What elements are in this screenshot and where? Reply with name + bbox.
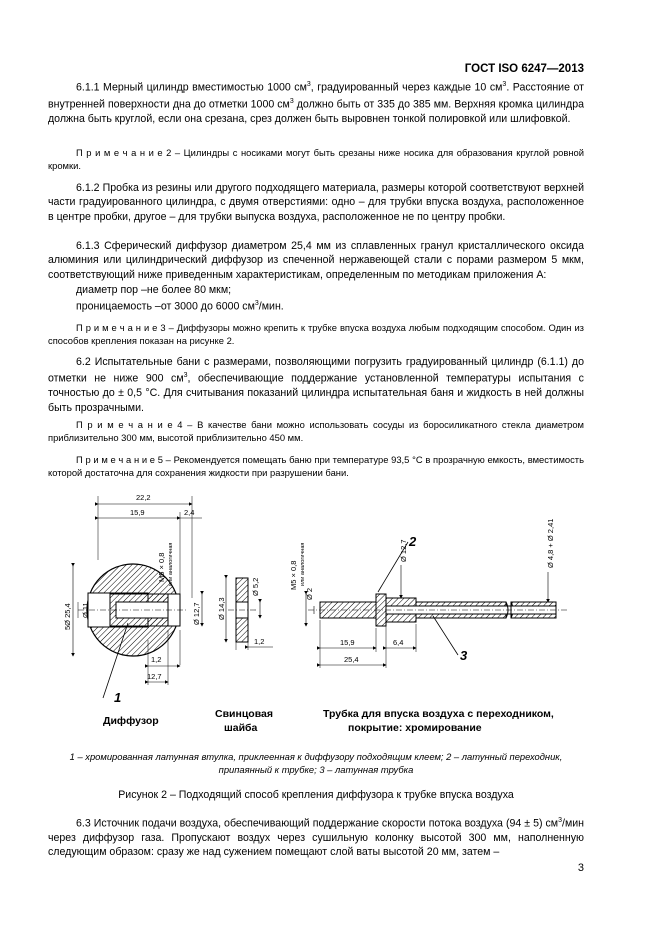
note-2: П р и м е ч а н и е 2 – Цилиндры с носиками могут быть срезаны ниже носика для образования круглой ровной кромки. bbox=[48, 147, 584, 171]
callout-1: 1 bbox=[114, 690, 122, 705]
dim-tube-6-4: 6,4 bbox=[393, 638, 404, 647]
dim-tube-25-4: 25,4 bbox=[344, 655, 359, 664]
dim-d14-3: Ø 14,3 bbox=[217, 597, 226, 620]
dim-12-7: 12,7 bbox=[147, 672, 162, 681]
dim-m5-tube: M5 × 0,8 bbox=[289, 560, 298, 590]
dim-tube-15-9: 15,9 bbox=[340, 638, 355, 647]
label-tube-2: покрытие: хромирование bbox=[348, 722, 482, 734]
paragraph-6-2: 6.2 Испытательные бани с размерами, позволяющими погрузить градуированный цилиндр (6.1.1) до отметки не ниже 900 $см^3$, обеспечивающие поддержание установленной температуры испытания с точностью до ± 0,5 °С. Для считывания показаний цилиндра испытательная баня и жидкость в ней должны быть прозрачными. bbox=[48, 356, 584, 414]
dim-22-2: 22,2 bbox=[136, 493, 151, 502]
washer-drawing bbox=[215, 578, 273, 734]
figure-2-drawing bbox=[48, 490, 588, 760]
label-washer-2: шайба bbox=[224, 722, 258, 734]
dim-tube-d12-7: Ø 12,7 bbox=[399, 539, 408, 562]
pore-diameter: диаметр пор –не более 80 мкм; bbox=[76, 284, 232, 296]
dim-d4-8: Ø 4,8 + Ø 2,41 bbox=[546, 518, 555, 568]
dim-2-4: 2,4 bbox=[184, 508, 195, 517]
paragraph-6-3: 6.3 Источник подачи воздуха, обеспечивающий поддержание скорости потока воздуха (94 ± 5) $см^3$/мин через диффузор газа. Пропускают воздух через сушильную колонку высотой 300 мм, наполненную следующим образом: сразу же над сужением помещают слой ваты высотой 20 мм, затем – bbox=[48, 817, 584, 859]
tube-drawing bbox=[289, 519, 568, 734]
dim-m5-tube-alt: или аналогичная bbox=[300, 542, 306, 586]
callout-2: 2 bbox=[409, 534, 417, 549]
diffuser-drawing bbox=[63, 493, 202, 727]
paragraph-6-1-1: 6.1.1 Мерный цилиндр вместимостью 1000 $см^3$, градуированный через каждые 10 $см^3$. Расстояние от внутренней поверхности дна до отметки 1000 $см^3$ должно быть от 335 до 385 мм. Верхняя кромка цилиндра должна быть круглой, если она срезана, срез должен быть выровнен тонкой полировкой или шлифовкой. bbox=[48, 81, 584, 125]
label-washer-1: Свинцовая bbox=[215, 708, 273, 720]
permeability: проницаемость –от 3000 до 6000 $см^3$/мин. bbox=[76, 300, 284, 313]
page-number: 3 bbox=[577, 862, 584, 874]
dim-d11: Ø 11 bbox=[81, 602, 90, 618]
callout-3: 3 bbox=[460, 648, 468, 663]
figure-caption: Рисунок 2 – Подходящий способ крепления диффузора к трубке впуска воздуха bbox=[118, 789, 514, 801]
note-3: П р и м е ч а н и е 3 – Диффузоры можно крепить к трубке впуска воздуха любым подходящим способом. Один из способов крепления показан на рисунке 2. bbox=[48, 322, 584, 346]
dim-1-2: 1,2 bbox=[151, 655, 162, 664]
dim-sphere: 5Ø 25,4 bbox=[63, 603, 72, 630]
dim-d2: Ø 2 bbox=[305, 587, 314, 600]
figure-legend: 1 – хромированная латунная втулка, приклеенная к диффузору подходящим клеем; 2 – латунный переходник, припаянный к трубке; 3 – латунная трубка bbox=[69, 751, 563, 775]
document-header: ГОСТ ISO 6247—2013 bbox=[464, 63, 584, 75]
dim-d5-2: Ø 5,2 bbox=[251, 577, 260, 596]
dim-m5-alt: или аналогичная bbox=[168, 542, 174, 586]
label-diffuser: Диффузор bbox=[103, 715, 159, 727]
dim-d12-7: Ø 12,7 bbox=[192, 602, 201, 625]
label-tube-1: Трубка для впуска воздуха с переходником, bbox=[323, 708, 554, 720]
note-4: П р и м е ч а н и е 4 – В качестве бани можно использовать сосуды из боросиликатного стекла диаметром приблизительно 300 мм, высотой приблизительно 450 мм. bbox=[48, 419, 584, 443]
dim-washer-1-2: 1,2 bbox=[254, 637, 265, 646]
paragraph-6-1-3: 6.1.3 Сферический диффузор диаметром 25,4 мм из сплавленных гранул кристаллического оксида алюминия или цилиндрический диффузор из спеченной нержавеющей стали с порами размером 5 мкм, соответствующий ниже приведенным характеристикам, определенным по методикам приложения А: bbox=[48, 240, 584, 281]
note-5: П р и м е ч а н и е 5 – Рекомендуется помещать баню при температуре 93,5 °С в прозрачную емкость, вместимость которой достаточна для сохранения жидкости при разрушении бани. bbox=[48, 454, 584, 478]
paragraph-6-1-2: 6.1.2 Пробка из резины или другого подходящего материала, размеры которой соответствуют верхней части градуированного цилиндра, с двумя отверстиями: одно – для трубки впуска воздуха, расположенное в центре пробки, другое – для трубки выпуска воздуха, расположенное не по центру пробки. bbox=[48, 182, 584, 223]
dim-15-9: 15,9 bbox=[130, 508, 145, 517]
dim-m5: M5 × 0,8 bbox=[157, 552, 166, 582]
